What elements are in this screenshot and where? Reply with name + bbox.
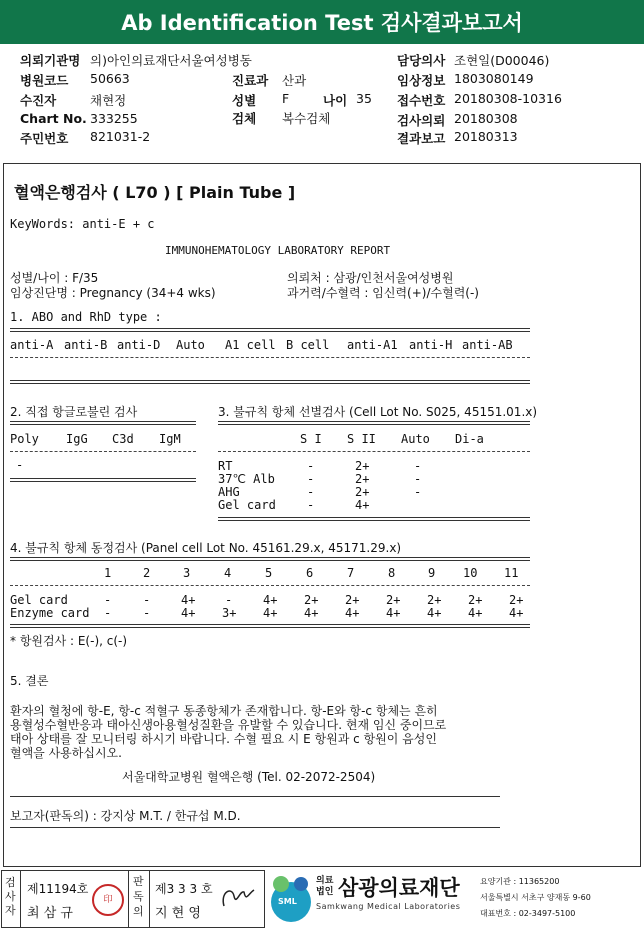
lab-report-title: IMMUNOHEMATOLOGY LABORATORY REPORT xyxy=(165,244,391,257)
dept-label: 진료과 xyxy=(232,73,269,88)
s1-col: anti-AB xyxy=(462,338,513,352)
conclusion-line: 환자의 혈청에 항-E, 항-c 적혈구 동종항체가 존재합니다. 항-E와 항-c 항체는 흔히 xyxy=(10,704,438,718)
institution-value: 의)아인의료재단서울여성병동 xyxy=(90,53,252,68)
contact-line: 대표번호 : 02-3497-5100 xyxy=(480,909,576,918)
s3-cell: - xyxy=(414,472,422,486)
s4-cell: - xyxy=(104,606,112,620)
s3-col: S I xyxy=(300,432,322,446)
request-label: 검사의뢰 xyxy=(397,113,446,128)
s2-col: IgM xyxy=(159,432,181,446)
section2-top-rule xyxy=(10,421,196,425)
institution-label: 의뢰기관명 xyxy=(20,53,81,68)
age-value: 35 xyxy=(356,91,372,106)
conclusion-line: 용혈성수혈반응과 태아신생아용혈성질환을 유발할 수 있습니다. 현재 임신 중이므로 xyxy=(10,718,447,732)
s3-row-name: AHG xyxy=(218,485,240,499)
specimen-value: 복수검체 xyxy=(282,111,331,126)
s3-row-name: 37℃ Alb xyxy=(218,472,275,486)
divider xyxy=(149,870,150,928)
footer xyxy=(0,868,644,932)
s3-cell: - xyxy=(307,498,315,512)
s3-cell: - xyxy=(414,485,422,499)
s3-cell: - xyxy=(307,459,315,473)
s4-cell: 2+ xyxy=(509,593,524,607)
clinic-value: 1803080149 xyxy=(454,71,534,86)
request-value: 20180308 xyxy=(454,111,518,126)
s4-cell: 2+ xyxy=(304,593,319,607)
divider xyxy=(20,870,21,928)
reporter-line: 보고자(판독의) : 강지상 M.T. / 한규섭 M.D. xyxy=(10,809,241,823)
s1-col: anti-H xyxy=(409,338,453,352)
examiner-label: 검사자 xyxy=(5,876,16,917)
sex-label: 성별 xyxy=(232,93,257,108)
section2-mid-rule xyxy=(10,451,196,452)
s4-cell: - xyxy=(104,593,112,607)
section3-mid-rule xyxy=(218,451,530,452)
conclusion-line: 혈액을 사용하십시오. xyxy=(10,746,122,760)
clinic-label: 임상정보 xyxy=(397,73,446,88)
s4-col: 4 xyxy=(224,566,232,580)
section2-bottom-rule xyxy=(10,478,196,482)
logo-english: Samkwang Medical Laboratories xyxy=(316,902,461,911)
section2-title: 2. 직접 항글로불린 검사 xyxy=(10,405,138,419)
section5-title: 5. 결론 xyxy=(10,674,49,688)
s4-cell: 2+ xyxy=(427,593,442,607)
rrn-label: 주민번호 xyxy=(20,131,69,146)
receipt-label: 접수번호 xyxy=(397,93,446,108)
s4-col: 8 xyxy=(388,566,396,580)
s2-value: - xyxy=(16,458,24,472)
s4-col: 6 xyxy=(306,566,314,580)
s4-cell: 2+ xyxy=(468,593,483,607)
examiner-name: 최 삼 규 xyxy=(27,906,73,921)
s4-cell: 4+ xyxy=(304,606,319,620)
s3-cell: - xyxy=(307,472,315,486)
s4-cell: 4+ xyxy=(263,606,278,620)
patient-value: 채현정 xyxy=(90,93,127,108)
s4-cell: - xyxy=(143,593,151,607)
hospcode-label: 병원코드 xyxy=(20,73,69,88)
s1-col: anti-A xyxy=(10,338,54,352)
section3-bottom-rule xyxy=(218,517,530,521)
s4-cell: - xyxy=(143,606,151,620)
s4-row-name: Gel card xyxy=(10,593,68,607)
s2-col: Poly xyxy=(10,432,39,446)
s1-col: anti-D xyxy=(117,338,161,352)
dept-value: 산과 xyxy=(282,73,307,88)
s3-row-name: Gel card xyxy=(218,498,276,512)
section3-top-rule xyxy=(218,421,530,425)
s4-cell: 4+ xyxy=(345,606,360,620)
s1-col: anti-B xyxy=(64,338,108,352)
chart-label: Chart No. xyxy=(20,111,87,126)
report-title: Ab Identification Test 검사결과보고서 xyxy=(121,11,523,35)
reader-name: 지 현 영 xyxy=(155,906,201,921)
s4-col: 7 xyxy=(347,566,355,580)
contact-line: 요양기관 : 11365200 xyxy=(480,877,560,886)
keywords: KeyWords: anti-E + c xyxy=(10,217,155,231)
section1-title: 1. ABO and RhD type : xyxy=(10,310,162,324)
s4-cell: 4+ xyxy=(509,606,524,620)
s3-cell: 2+ xyxy=(355,459,370,473)
s3-col: Di-a xyxy=(455,432,484,446)
report-date-value: 20180313 xyxy=(454,129,518,144)
antigen-test: * 항원검사 : E(-), c(-) xyxy=(10,634,128,648)
reporter-top-rule xyxy=(10,796,500,797)
rrn-value: 821031-2 xyxy=(90,129,151,144)
divider xyxy=(128,870,129,928)
s3-cell: 2+ xyxy=(355,472,370,486)
examiner-no: 제11194호 xyxy=(27,882,89,896)
red-seal-icon: 印 xyxy=(92,884,124,916)
s4-cell: 4+ xyxy=(181,593,196,607)
receipt-value: 20180308-10316 xyxy=(454,91,562,106)
s4-col: 1 xyxy=(104,566,112,580)
report-date-label: 결과보고 xyxy=(397,131,446,146)
conclusion-line: 태아 상태를 잘 모니터링 하시기 바랍니다. 수혈 필요 시 E 항원과 c 항원이 음성인 xyxy=(10,732,437,746)
patient-label: 수진자 xyxy=(20,93,57,108)
doctor-label: 담당의사 xyxy=(397,53,446,68)
logo-mark: SML xyxy=(278,897,297,906)
logo-small: 의료법인 xyxy=(316,876,334,897)
section3-title: 3. 불규칙 항체 선별검사 (Cell Lot No. S025, 45151.01.x) xyxy=(218,405,538,419)
s4-cell: 4+ xyxy=(386,606,401,620)
reader-label: 판독의 xyxy=(133,875,144,918)
s4-cell: 3+ xyxy=(222,606,237,620)
s3-cell: 4+ xyxy=(355,498,370,512)
s4-cell: 4+ xyxy=(468,606,483,620)
s2-col: IgG xyxy=(66,432,88,446)
s1-col: A1 cell xyxy=(225,338,276,352)
s3-col: Auto xyxy=(401,432,430,446)
signature-icon xyxy=(218,882,258,914)
chart-value: 333255 xyxy=(90,111,138,126)
s4-col: 5 xyxy=(265,566,273,580)
section4-mid-rule xyxy=(10,585,530,586)
reader-no: 제3 3 3 호 xyxy=(155,882,213,896)
doctor-value: 조현일(D00046) xyxy=(454,53,550,68)
s3-col: S II xyxy=(347,432,376,446)
s3-cell: - xyxy=(307,485,315,499)
section1-top-rule xyxy=(10,328,530,332)
s4-col: 2 xyxy=(143,566,151,580)
contact-line: 서울특별시 서초구 양재동 9-60 xyxy=(480,893,591,902)
s3-cell: - xyxy=(414,459,422,473)
reporter-bottom-rule xyxy=(10,827,500,828)
specimen-label: 검체 xyxy=(232,111,257,126)
section4-title: 4. 불규칙 항체 동정검사 (Panel cell Lot No. 45161.29.x, 45171.29.x) xyxy=(10,541,402,555)
sex-age-line: 성별/나이 : F/35 xyxy=(10,271,99,285)
report-header xyxy=(0,0,644,44)
section4-top-rule xyxy=(10,557,530,561)
section4-bottom-rule xyxy=(10,624,530,628)
section1-bottom-rule xyxy=(10,380,530,384)
s3-row-name: RT xyxy=(218,459,233,473)
s4-row-name: Enzyme card xyxy=(10,606,90,620)
report-section-title: 혈액은행검사 ( L70 ) [ Plain Tube ] xyxy=(14,183,296,202)
diagnosis-line: 임상진단명 : Pregnancy (34+4 wks) xyxy=(10,286,216,300)
s4-cell: 2+ xyxy=(345,593,360,607)
s4-col: 11 xyxy=(504,566,519,580)
s1-col: anti-A1 xyxy=(347,338,398,352)
section1-mid-rule xyxy=(10,357,530,358)
s4-col: 3 xyxy=(183,566,191,580)
s4-cell: 4+ xyxy=(181,606,196,620)
history-line: 과거력/수혈력 : 임신력(+)/수혈력(-) xyxy=(287,286,479,300)
referrer-line: 의뢰처 : 삼광/인천서울여성병원 xyxy=(287,271,454,285)
s1-col: Auto xyxy=(176,338,205,352)
hospcode-value: 50663 xyxy=(90,71,130,86)
s3-cell: 2+ xyxy=(355,485,370,499)
age-label: 나이 xyxy=(323,93,348,108)
s2-col: C3d xyxy=(112,432,134,446)
bloodbank-line: 서울대학교병원 혈액은행 (Tel. 02-2072-2504) xyxy=(122,770,376,784)
s4-cell: 2+ xyxy=(386,593,401,607)
s1-col: B cell xyxy=(286,338,330,352)
s4-cell: - xyxy=(225,593,233,607)
s4-cell: 4+ xyxy=(427,606,442,620)
sex-value: F xyxy=(282,91,290,106)
logo-name: 삼광의료재단 xyxy=(338,876,460,900)
s4-col: 9 xyxy=(428,566,436,580)
s4-col: 10 xyxy=(463,566,478,580)
s4-cell: 4+ xyxy=(263,593,278,607)
